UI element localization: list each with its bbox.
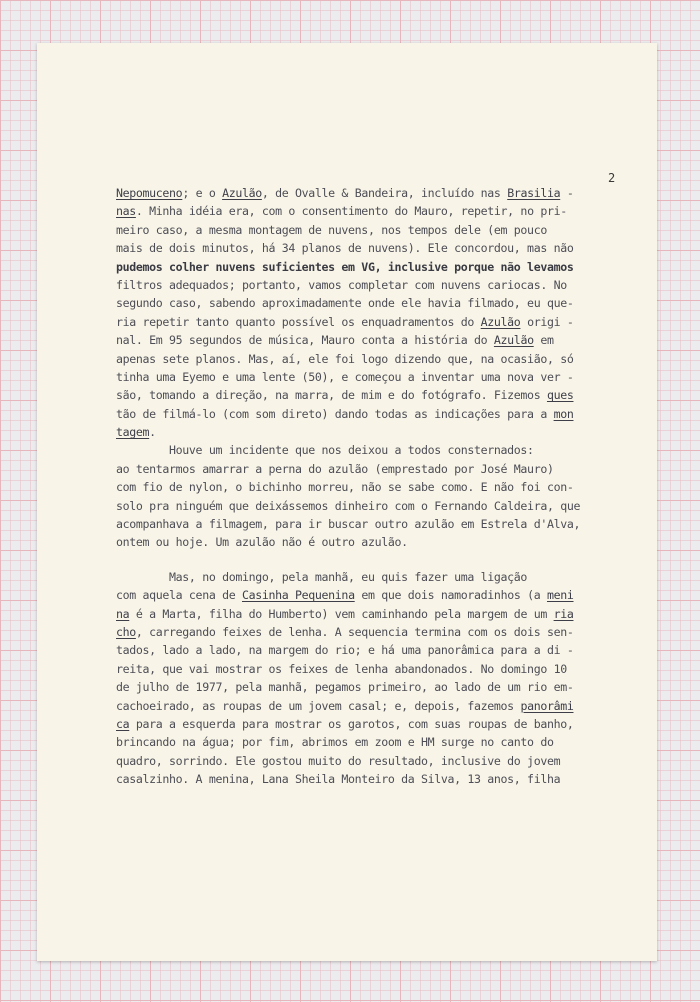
text-segment: é a Marta, filha do Humberto) vem caminhando pela margem de um [129,606,554,621]
underlined-text: Nepomuceno [116,186,183,200]
paragraph-gap [116,552,636,568]
text-segment: tinha uma Eyemo e uma lente (50), e começou a inventar uma nova ver - [116,369,574,384]
text-line [116,239,636,257]
text-line [116,533,636,551]
text-line [116,221,636,239]
underlined-text: mon [553,406,574,421]
text-segment: tados, lado a lado, na margem do rio; e há uma panorâmica para a di - [116,643,574,658]
underlined-text: Azulão [222,186,262,200]
text-line [116,752,636,770]
text-line [116,202,636,220]
text-line [116,313,636,331]
text-line [116,497,636,515]
text-segment: ontem ou hoje. Um azulão não é outro azulão. [116,535,408,550]
underlined-text: tagem [116,425,150,440]
underlined-text: Casinha Pequenina [241,588,355,603]
text-line [116,515,636,533]
text-segment: , carregando feixes de lenha. A sequencia termina com os dois sen- [135,624,574,639]
text-segment: acompanhava a filmagem, para ir buscar outro azulão em Estrela d'Alva, [116,517,581,532]
text-segment: em [533,333,554,348]
text-segment: com fio de nylon, o bichinho morreu, não se sabe como. E não foi con- [116,480,574,495]
typewritten-body-text [116,184,636,789]
text-line [116,715,636,733]
text-segment: origi - [520,314,574,329]
text-segment: reita, que vai mostrar os feixes de lenha abandonados. No domingo 10 [116,661,567,676]
text-segment: para a esquerda para mostrar os garotos, com suas roupas de banho, [129,716,574,731]
text-line [116,586,636,604]
text-line [116,423,636,441]
text-segment: são, tomando a direção, na marra, de mim e do fotógrafo. Fizemos [116,388,547,403]
underlined-text: panorâmi [520,698,574,713]
text-line [116,441,636,459]
text-segment: tão de filmá-lo (com som direto) dando todas as indicações para a [116,406,554,421]
text-line [116,660,636,678]
text-line [116,697,636,715]
text-line [116,184,636,202]
text-segment: de julho de 1977, pela manhã, pegamos primeiro, ao lado de um rio em- [116,680,574,695]
text-line [116,258,636,276]
page-number: 2 [608,171,616,185]
text-line [116,276,636,294]
text-line [116,568,636,586]
underlined-text: nas [116,204,136,219]
text-line [116,678,636,696]
text-line [116,478,636,496]
text-segment: Houve um incidente que nos deixou a todos consternados: [116,443,534,458]
text-line [116,350,636,368]
text-line [116,368,636,386]
text-line [116,733,636,751]
text-segment: meiro caso, a mesma montagem de nuvens, nos tempos dele (em pouco [116,222,547,237]
underlined-text: ques [546,388,574,403]
text-segment: filtros adequados; portanto, vamos completar com nuvens cariocas. No [116,277,567,292]
text-segment: solo pra ninguém que deixássemos dinheiro com o Fernando Caldeira, que [116,498,581,513]
text-line [116,605,636,623]
text-segment: com aquela cena de [116,588,242,603]
text-segment: cachoeirado, as roupas de um jovem casal; e, depois, fazemos [116,698,521,713]
text-segment: - [560,186,574,200]
text-line [116,460,636,478]
text-segment: em que dois namoradinhos (a [354,588,547,603]
underlined-text: meni [546,588,574,603]
text-segment: quadro, sorrindo. Ele gostou muito do resultado, inclusive do jovem [116,753,561,768]
strong-text: pudemos colher nuvens suficientes em VG, inclusive porque não levamos [116,259,574,274]
text-segment: nal. Em 95 segundos de música, Mauro conta a história do [116,333,494,348]
text-segment: ao tentarmos amarrar a perna do azulão (emprestado por José Mauro) [116,461,554,476]
text-segment: ria repetir tanto quanto possível os enquadramentos do [116,314,481,329]
text-segment: casalzinho. A menina, Lana Sheila Monteiro da Silva, 13 anos, filha [116,772,561,787]
text-segment: . Minha idéia era, com o consentimento do Mauro, repetir, no pri- [135,204,567,219]
text-line [116,405,636,423]
text-segment: Mas, no domingo, pela manhã, eu quis fazer uma ligação [116,569,528,584]
text-segment: apenas sete planos. Mas, aí, ele foi logo dizendo que, na ocasião, só [116,351,574,366]
text-line [116,386,636,404]
text-segment: brincando na água; por fim, abrimos em zoom e HM surge no canto do [116,735,554,750]
text-segment: ; e o [182,186,223,200]
underlined-text: na [116,606,130,621]
underlined-text: Brasilia [507,186,561,200]
text-segment: mais de dois minutos, há 34 planos de nuvens). Ele concordou, mas não [116,241,574,256]
underlined-text: ca [116,716,130,731]
underlined-text: Azulão [480,314,521,329]
text-line [116,623,636,641]
text-segment: , de Ovalle & Bandeira, incluído nas [261,186,508,200]
text-segment: . [149,425,156,440]
text-line [116,770,636,788]
text-line [116,294,636,312]
text-line [116,331,636,349]
underlined-text: cho [116,624,136,639]
underlined-text: ria [553,606,574,621]
text-line [116,641,636,659]
text-segment: segundo caso, sabendo aproximadamente onde ele havia filmado, eu que- [116,296,574,311]
underlined-text: Azulão [493,333,534,348]
